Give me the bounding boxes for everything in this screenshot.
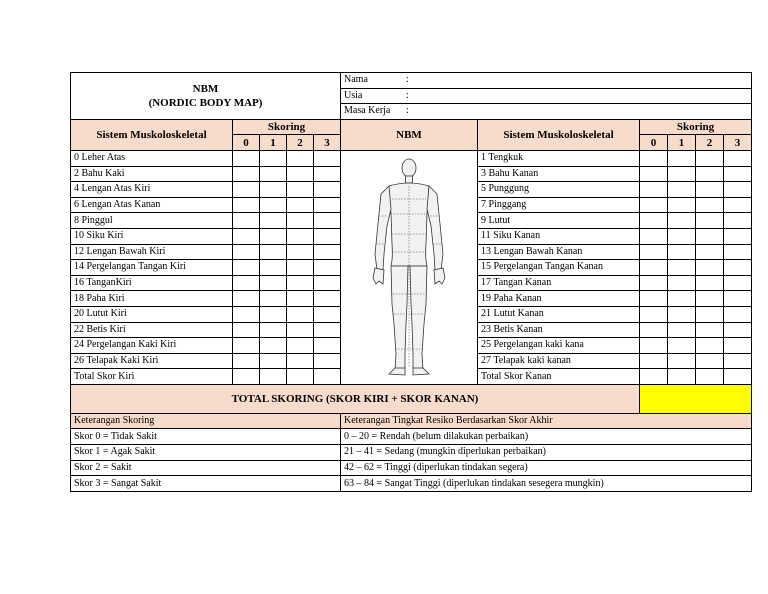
left-score-cell[interactable] xyxy=(260,213,287,229)
field-usia-label: Usia xyxy=(344,89,363,101)
left-score-cell[interactable] xyxy=(314,228,341,244)
field-nama-sep: : xyxy=(406,74,409,86)
right-score-cell[interactable] xyxy=(724,306,752,322)
right-score-cell[interactable] xyxy=(668,338,696,354)
right-arm-shape xyxy=(427,186,443,270)
right-item-label: 7 Pinggang xyxy=(478,197,640,213)
right-score-cell[interactable] xyxy=(640,322,668,338)
right-score-cell[interactable] xyxy=(640,228,668,244)
left-score-cell[interactable] xyxy=(287,338,314,354)
right-score-cell[interactable] xyxy=(640,260,668,276)
left-item-label: 18 Paha Kiri xyxy=(71,291,233,307)
left-item-label: Total Skor Kiri xyxy=(71,369,233,385)
right-score-cell[interactable] xyxy=(668,213,696,229)
right-item-label: 13 Lengan Bawah Kanan xyxy=(478,244,640,260)
right-score-cell[interactable] xyxy=(696,150,724,166)
right-score-cell[interactable] xyxy=(724,275,752,291)
legend-risk-item: 21 – 41 = Sedang (mungkin diperlukan perbaikan) xyxy=(341,445,752,461)
form-title-line1: NBM xyxy=(192,82,219,95)
right-item-label: 25 Pergelangan kaki kana xyxy=(478,338,640,354)
right-hand-shape xyxy=(434,268,445,284)
right-score-cell[interactable] xyxy=(640,291,668,307)
left-score-cell[interactable] xyxy=(314,150,341,166)
left-score-cell[interactable] xyxy=(287,369,314,385)
right-score-cell[interactable] xyxy=(696,353,724,369)
left-score-cell[interactable] xyxy=(233,338,260,354)
score-right-1: 1 xyxy=(668,135,696,151)
left-score-cell[interactable] xyxy=(314,182,341,198)
right-score-cell[interactable] xyxy=(696,306,724,322)
legend-left-header: Keterangan Skoring xyxy=(71,413,341,429)
right-score-cell[interactable] xyxy=(640,369,668,385)
left-arm-shape xyxy=(375,186,391,270)
right-score-cell[interactable] xyxy=(724,166,752,182)
left-item-label: 24 Pergelangan Kaki Kiri xyxy=(71,338,233,354)
right-item-label: 1 Tengkuk xyxy=(478,150,640,166)
left-score-cell[interactable] xyxy=(287,260,314,276)
left-score-cell[interactable] xyxy=(260,182,287,198)
right-score-cell[interactable] xyxy=(696,260,724,276)
left-score-cell[interactable] xyxy=(287,213,314,229)
left-score-cell[interactable] xyxy=(260,338,287,354)
left-score-cell[interactable] xyxy=(260,275,287,291)
left-score-cell[interactable] xyxy=(233,197,260,213)
legend-risk-item: 63 – 84 = Sangat Tinggi (diperlukan tindakan sesegera mungkin) xyxy=(341,476,752,492)
right-score-cell[interactable] xyxy=(696,322,724,338)
left-item-label: 14 Pergelangan Tangan Kiri xyxy=(71,260,233,276)
left-score-cell[interactable] xyxy=(287,353,314,369)
col-system-left: Sistem Muskoloskeletal xyxy=(71,119,233,150)
left-score-cell[interactable] xyxy=(260,166,287,182)
right-score-cell[interactable] xyxy=(668,353,696,369)
field-usia[interactable] xyxy=(341,88,752,104)
right-item-label: 23 Betis Kanan xyxy=(478,322,640,338)
score-right-2: 2 xyxy=(696,135,724,151)
right-score-cell[interactable] xyxy=(668,182,696,198)
nbm-table xyxy=(70,72,752,492)
legend-risk-item: 0 – 20 = Rendah (belum dilakukan perbaikan) xyxy=(341,429,752,445)
legend-row xyxy=(71,429,752,445)
right-item-label: 27 Telapak kaki kanan xyxy=(478,353,640,369)
total-skoring-value[interactable] xyxy=(640,384,752,413)
left-score-cell[interactable] xyxy=(260,353,287,369)
left-score-cell[interactable] xyxy=(287,182,314,198)
left-leg-shape xyxy=(391,266,408,370)
left-item-label: 16 TanganKiri xyxy=(71,275,233,291)
legend-score-item: Skor 3 = Sangat Sakit xyxy=(71,476,341,492)
right-score-cell[interactable] xyxy=(724,322,752,338)
left-score-cell[interactable] xyxy=(233,353,260,369)
left-score-cell[interactable] xyxy=(233,291,260,307)
left-score-cell[interactable] xyxy=(287,166,314,182)
score-right-0: 0 xyxy=(640,135,668,151)
head-shape xyxy=(402,159,416,177)
score-left-1: 1 xyxy=(260,135,287,151)
left-score-cell[interactable] xyxy=(287,306,314,322)
right-score-cell[interactable] xyxy=(724,228,752,244)
left-score-cell[interactable] xyxy=(233,150,260,166)
left-score-cell[interactable] xyxy=(260,244,287,260)
right-score-cell[interactable] xyxy=(668,369,696,385)
left-score-cell[interactable] xyxy=(287,275,314,291)
left-score-cell[interactable] xyxy=(314,353,341,369)
right-score-cell[interactable] xyxy=(668,228,696,244)
left-item-label: 22 Betis Kiri xyxy=(71,322,233,338)
right-score-cell[interactable] xyxy=(668,322,696,338)
left-score-cell[interactable] xyxy=(233,275,260,291)
left-score-cell[interactable] xyxy=(260,197,287,213)
right-score-cell[interactable] xyxy=(668,306,696,322)
field-usia-sep: : xyxy=(406,89,409,101)
right-score-cell[interactable] xyxy=(696,275,724,291)
left-score-cell[interactable] xyxy=(287,244,314,260)
left-score-cell[interactable] xyxy=(314,213,341,229)
left-item-label: 20 Lutut Kiri xyxy=(71,306,233,322)
left-score-cell[interactable] xyxy=(287,228,314,244)
neck-shape xyxy=(406,176,413,183)
form-title-line2: (NORDIC BODY MAP) xyxy=(148,96,263,109)
right-score-cell[interactable] xyxy=(696,244,724,260)
legend-row xyxy=(71,445,752,461)
left-score-cell[interactable] xyxy=(233,213,260,229)
field-nama-label: Nama xyxy=(344,74,368,86)
right-score-cell[interactable] xyxy=(640,166,668,182)
legend-right-header: Keterangan Tingkat Resiko Berdasarkan Skor Akhir xyxy=(341,413,752,429)
legend-score-item: Skor 1 = Agak Sakit xyxy=(71,445,341,461)
right-item-label: 3 Bahu Kanan xyxy=(478,166,640,182)
legend-score-item: Skor 0 = Tidak Sakit xyxy=(71,429,341,445)
total-skoring-label: TOTAL SKORING (SKOR KIRI + SKOR KANAN) xyxy=(71,384,640,413)
legend-header-row xyxy=(71,413,752,429)
field-masa-kerja[interactable] xyxy=(341,104,752,120)
right-score-cell[interactable] xyxy=(724,244,752,260)
body-map-cell xyxy=(341,150,478,384)
table-row xyxy=(71,150,752,166)
col-scoring-right: Skoring xyxy=(640,119,752,135)
right-score-cell[interactable] xyxy=(696,213,724,229)
col-scoring-left: Skoring xyxy=(233,119,341,135)
left-score-cell[interactable] xyxy=(314,338,341,354)
right-score-cell[interactable] xyxy=(640,306,668,322)
right-item-label: 15 Pergelangan Tangan Kanan xyxy=(478,260,640,276)
left-score-cell[interactable] xyxy=(233,244,260,260)
right-score-cell[interactable] xyxy=(640,338,668,354)
left-score-cell[interactable] xyxy=(287,322,314,338)
right-score-cell[interactable] xyxy=(724,182,752,198)
left-item-label: 0 Leher Atas xyxy=(71,150,233,166)
left-hand-shape xyxy=(373,268,384,284)
left-score-cell[interactable] xyxy=(233,306,260,322)
right-score-cell[interactable] xyxy=(724,150,752,166)
field-masa-kerja-sep: : xyxy=(406,105,409,117)
left-score-cell[interactable] xyxy=(260,228,287,244)
left-score-cell[interactable] xyxy=(314,244,341,260)
left-score-cell[interactable] xyxy=(233,166,260,182)
left-score-cell[interactable] xyxy=(260,369,287,385)
right-score-cell[interactable] xyxy=(640,182,668,198)
left-score-cell[interactable] xyxy=(260,260,287,276)
left-score-cell[interactable] xyxy=(314,275,341,291)
left-score-cell[interactable] xyxy=(314,260,341,276)
left-score-cell[interactable] xyxy=(233,228,260,244)
left-item-label: 4 Lengan Atas Kiri xyxy=(71,182,233,198)
right-score-cell[interactable] xyxy=(668,260,696,276)
left-foot-shape xyxy=(389,368,405,375)
right-score-cell[interactable] xyxy=(724,291,752,307)
body-map-figure-icon xyxy=(369,154,449,380)
right-score-cell[interactable] xyxy=(724,338,752,354)
right-leg-shape xyxy=(410,266,427,370)
right-item-label: 17 Tangan Kanan xyxy=(478,275,640,291)
score-left-3: 3 xyxy=(314,135,341,151)
left-score-cell[interactable] xyxy=(260,291,287,307)
right-score-cell[interactable] xyxy=(696,338,724,354)
left-score-cell[interactable] xyxy=(233,182,260,198)
right-item-label: 11 Siku Kanan xyxy=(478,228,640,244)
total-row xyxy=(71,384,752,413)
field-masa-kerja-label: Masa Kerja xyxy=(344,105,391,117)
legend-risk-item: 42 – 62 = Tinggi (diperlukan tindakan segera) xyxy=(341,460,752,476)
right-item-label: 5 Punggung xyxy=(478,182,640,198)
left-item-label: 8 Pinggul xyxy=(71,213,233,229)
left-score-cell[interactable] xyxy=(314,306,341,322)
right-score-cell[interactable] xyxy=(668,244,696,260)
right-score-cell[interactable] xyxy=(668,197,696,213)
right-score-cell[interactable] xyxy=(640,150,668,166)
score-right-3: 3 xyxy=(724,135,752,151)
left-score-cell[interactable] xyxy=(260,322,287,338)
right-score-cell[interactable] xyxy=(640,244,668,260)
right-score-cell[interactable] xyxy=(696,197,724,213)
right-score-cell[interactable] xyxy=(668,291,696,307)
right-score-cell[interactable] xyxy=(696,182,724,198)
left-score-cell[interactable] xyxy=(287,150,314,166)
right-item-label: 9 Lutut xyxy=(478,213,640,229)
left-item-label: 6 Lengan Atas Kanan xyxy=(71,197,233,213)
legend-score-item: Skor 2 = Sakit xyxy=(71,460,341,476)
right-score-cell[interactable] xyxy=(696,228,724,244)
left-item-label: 26 Telapak Kaki Kiri xyxy=(71,353,233,369)
col-system-right: Sistem Muskoloskeletal xyxy=(478,119,640,150)
right-item-label: 21 Lutut Kanan xyxy=(478,306,640,322)
left-score-cell[interactable] xyxy=(287,291,314,307)
nbm-form xyxy=(70,72,751,492)
col-nbm: NBM xyxy=(341,119,478,150)
left-score-cell[interactable] xyxy=(260,150,287,166)
right-item-label: 19 Paha Kanan xyxy=(478,291,640,307)
field-nama[interactable] xyxy=(341,73,752,89)
right-score-cell[interactable] xyxy=(696,369,724,385)
right-score-cell[interactable] xyxy=(640,275,668,291)
score-left-0: 0 xyxy=(233,135,260,151)
right-score-cell[interactable] xyxy=(724,353,752,369)
right-item-label: Total Skor Kanan xyxy=(478,369,640,385)
legend-row xyxy=(71,460,752,476)
right-score-cell[interactable] xyxy=(724,369,752,385)
left-score-cell[interactable] xyxy=(314,291,341,307)
left-score-cell[interactable] xyxy=(233,369,260,385)
right-score-cell[interactable] xyxy=(696,291,724,307)
right-score-cell[interactable] xyxy=(724,260,752,276)
legend-row xyxy=(71,476,752,492)
left-score-cell[interactable] xyxy=(260,306,287,322)
right-score-cell[interactable] xyxy=(668,275,696,291)
right-score-cell[interactable] xyxy=(696,166,724,182)
left-score-cell[interactable] xyxy=(233,260,260,276)
score-left-2: 2 xyxy=(287,135,314,151)
left-score-cell[interactable] xyxy=(314,197,341,213)
right-score-cell[interactable] xyxy=(640,213,668,229)
left-score-cell[interactable] xyxy=(233,322,260,338)
left-score-cell[interactable] xyxy=(314,166,341,182)
right-score-cell[interactable] xyxy=(724,197,752,213)
right-foot-shape xyxy=(413,368,429,375)
left-item-label: 2 Bahu Kaki xyxy=(71,166,233,182)
right-score-cell[interactable] xyxy=(640,353,668,369)
left-score-cell[interactable] xyxy=(314,369,341,385)
left-item-label: 12 Lengan Bawah Kiri xyxy=(71,244,233,260)
left-score-cell[interactable] xyxy=(314,322,341,338)
left-item-label: 10 Siku Kiri xyxy=(71,228,233,244)
left-score-cell[interactable] xyxy=(287,197,314,213)
right-score-cell[interactable] xyxy=(668,150,696,166)
right-score-cell[interactable] xyxy=(668,166,696,182)
right-score-cell[interactable] xyxy=(724,213,752,229)
form-title xyxy=(71,73,341,120)
right-score-cell[interactable] xyxy=(640,197,668,213)
